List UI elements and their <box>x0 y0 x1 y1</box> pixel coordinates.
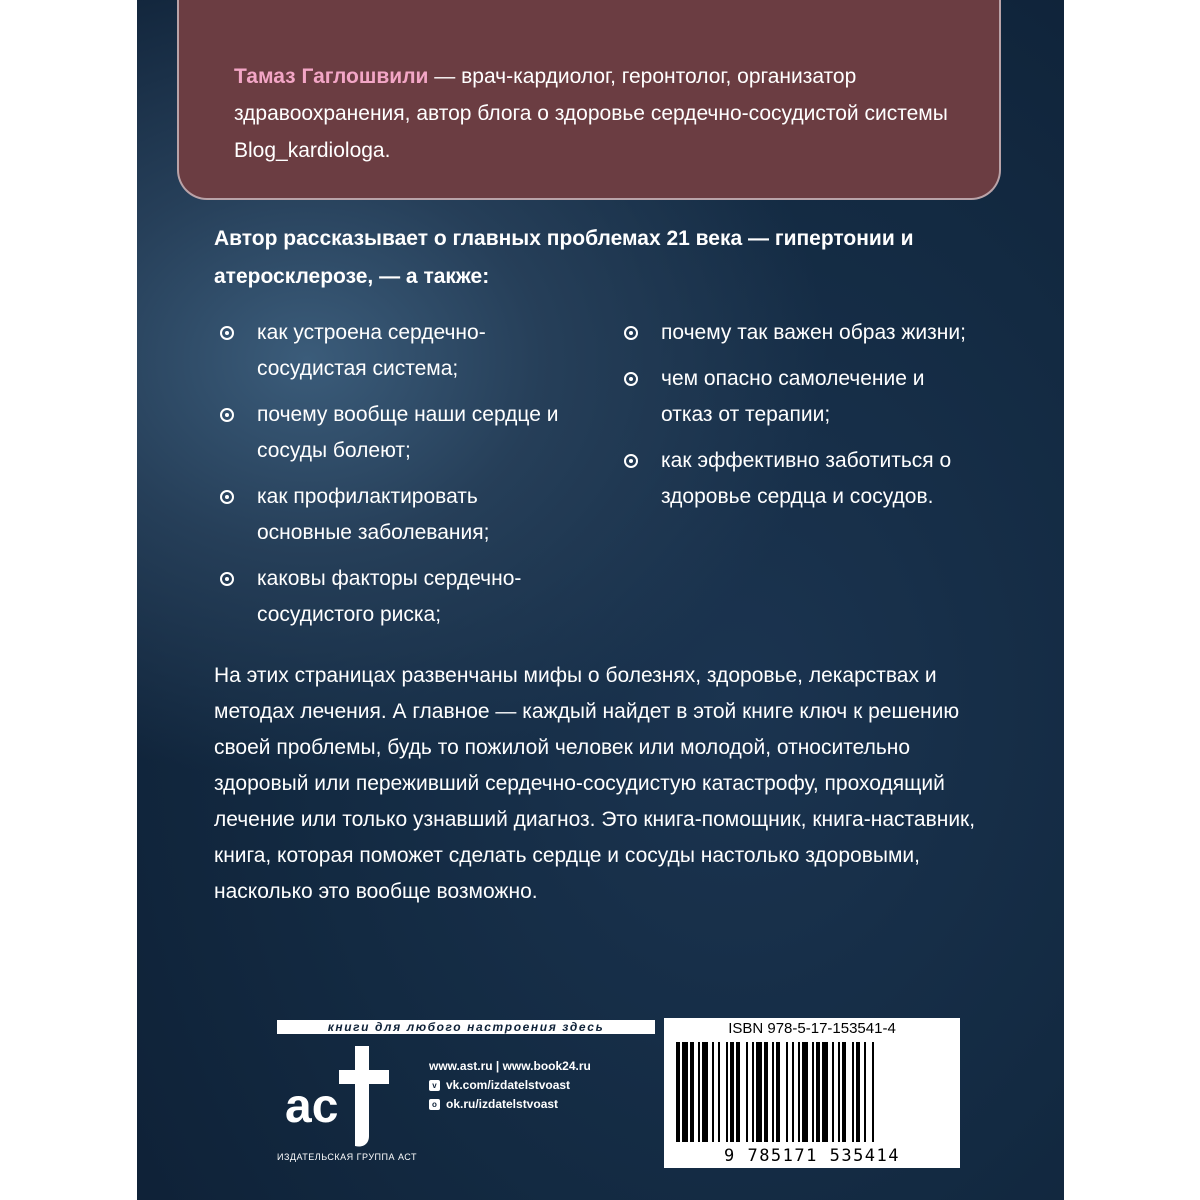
bullet-list-left <box>215 315 575 643</box>
barcode-bar <box>730 1042 734 1142</box>
bullet-icon <box>220 572 234 586</box>
barcode-bar <box>682 1042 688 1142</box>
author-bio <box>234 58 954 169</box>
barcode-bar <box>792 1042 794 1142</box>
barcode-bar <box>842 1042 846 1142</box>
barcode-bar <box>712 1042 714 1142</box>
barcode-bar <box>756 1042 762 1142</box>
barcode-bar <box>772 1042 774 1142</box>
barcode-bar <box>786 1042 788 1142</box>
ok-link[interactable]: o ok.ru/izdatelstvoast <box>429 1095 591 1114</box>
ok-icon: o <box>429 1099 440 1110</box>
bullet-icon <box>220 408 234 422</box>
barcode-bar <box>852 1042 854 1142</box>
barcode-digits: 9 785171 535414 <box>723 1146 901 1166</box>
barcode-bar <box>864 1042 866 1142</box>
websites-link[interactable]: www.ast.ru | www.book24.ru <box>429 1059 591 1073</box>
list-item: почему так важен образ жизни; <box>619 315 979 351</box>
barcode-bar <box>702 1042 708 1142</box>
barcode-bar <box>726 1042 728 1142</box>
back-cover <box>137 0 1064 1200</box>
author-description: — врач-кардиолог, геронтолог, организатор здравоохранения, автор блога о здоровье сердечно-сосудистой системы Blog_kardiologa. <box>234 65 948 162</box>
description-paragraph: На этих страницах развенчаны мифы о болезнях, здоровье, лекарствах и методах лечения. А главное — каждый найдет в этой книге ключ к решению своей проблемы, будь то пожилой человек или молодой, относительно здоровый или переживший сердечно-сосудистую катастрофу, проходящий лечение или только узнавший диагноз. Это книга-помощник, книга-наставник, книга, которая поможет сделать сердце и сосуды настолько здоровыми, насколько это вообще возможно. <box>214 664 976 903</box>
isbn-number: ISBN 978-5-17-153541-4 <box>728 1020 896 1037</box>
bullet-icon <box>624 326 638 340</box>
publisher-tagline: книги для любого настроения здесь <box>277 1020 655 1034</box>
list-item: почему вообще наши сердце и сосуды болеют; <box>215 397 575 469</box>
ast-logo-icon <box>277 1040 397 1150</box>
barcode-bar <box>802 1042 808 1142</box>
list-item: чем опасно самолечение и отказ от терапии; <box>619 361 979 433</box>
author-bio-panel <box>177 0 1001 200</box>
publisher-links <box>429 1057 591 1114</box>
author-name: Тамаз Гаглошвили <box>234 65 429 88</box>
barcode-bar <box>832 1042 834 1142</box>
bullet-icon <box>624 372 638 386</box>
barcode-bar <box>746 1042 748 1142</box>
bullet-icon <box>220 326 234 340</box>
barcode-icon <box>672 1042 952 1146</box>
bullet-icon <box>220 490 234 504</box>
barcode-bar <box>690 1042 694 1142</box>
barcode-bar <box>718 1042 720 1142</box>
barcode-bar <box>736 1042 740 1142</box>
barcode-bar <box>812 1042 814 1142</box>
bullet-icon <box>624 454 638 468</box>
barcode-bar <box>764 1042 768 1142</box>
list-item: как профилактировать основные заболевания; <box>215 479 575 551</box>
list-item: как устроена сердечно-сосудистая система; <box>215 315 575 387</box>
vk-icon: v <box>429 1080 440 1091</box>
barcode-bar <box>776 1042 780 1142</box>
barcode-bar <box>816 1042 820 1142</box>
barcode-bar <box>698 1042 700 1142</box>
lead-heading: Автор рассказывает о главных проблемах 21 века — гипертонии и атеросклерозе, — а также: <box>214 227 914 288</box>
vk-link[interactable]: v vk.com/izdatelstvoast <box>429 1076 591 1095</box>
barcode-bar <box>676 1042 680 1142</box>
barcode-panel <box>664 1018 960 1168</box>
barcode-bar <box>838 1042 840 1142</box>
logo-text: ac <box>285 1080 339 1133</box>
list-item: каковы факторы сердечно-сосудистого риска; <box>215 561 575 633</box>
publisher-caption: ИЗДАТЕЛЬСКАЯ ГРУППА АСТ <box>277 1152 418 1162</box>
barcode-bar <box>798 1042 800 1142</box>
list-item: как эффективно заботиться о здоровье сердца и сосудов. <box>619 443 979 515</box>
barcode-bar <box>822 1042 828 1142</box>
barcode-bar <box>752 1042 754 1142</box>
barcode-bar <box>856 1042 860 1142</box>
bullet-list-right <box>619 315 979 525</box>
barcode-bar <box>872 1042 874 1142</box>
